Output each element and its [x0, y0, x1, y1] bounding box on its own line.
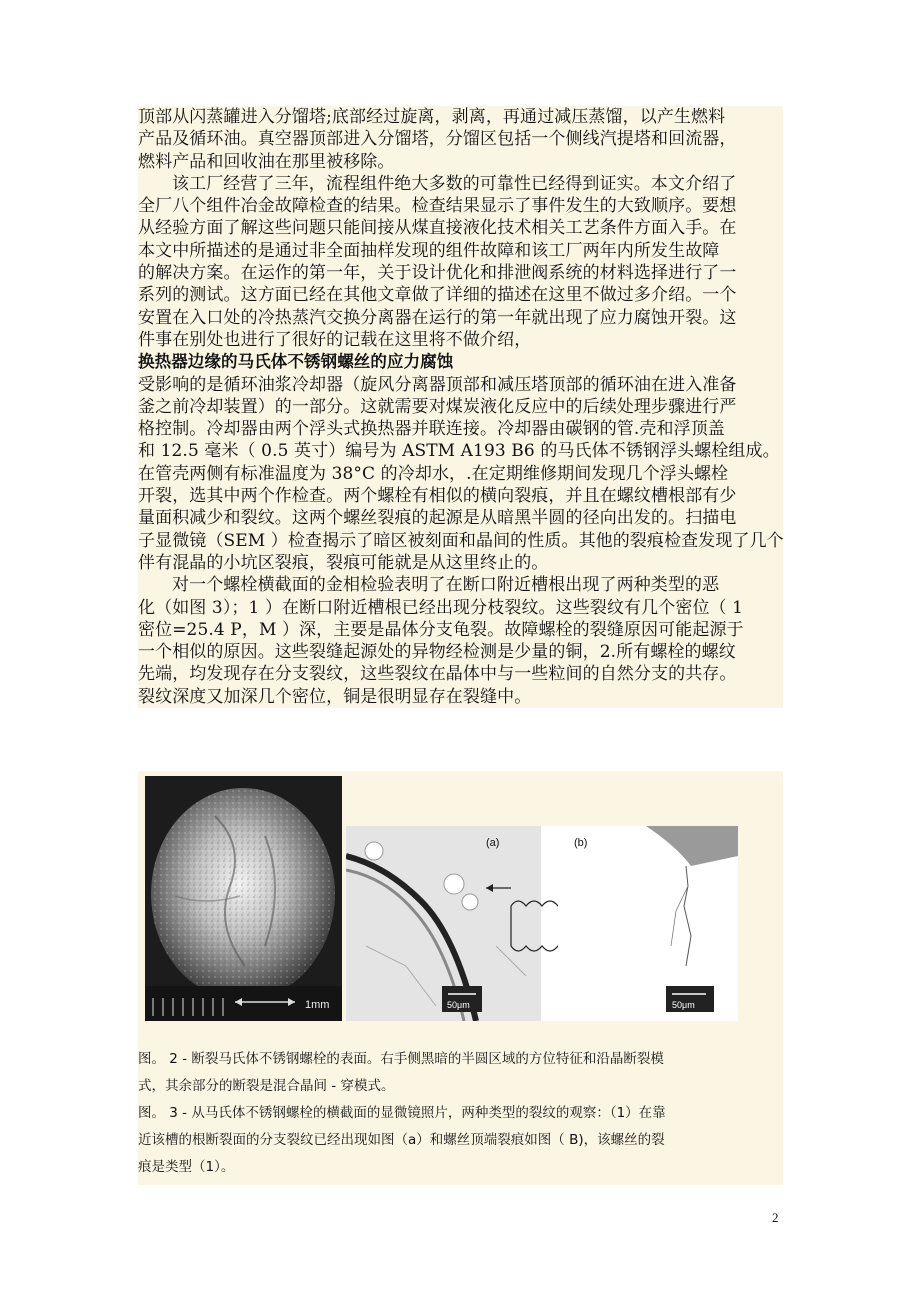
paragraph-group-1 [138, 106, 783, 351]
caption-line: 式，其余部分的断裂是混合晶间 - 穿模式。 [138, 1078, 395, 1094]
text-line: 裂纹深度又加深几个密位，铜是很明显存在裂缝中。 [138, 686, 532, 707]
caption-line: 近该槽的根断裂面的分支裂纹已经出现如图（a）和螺丝顶端裂痕如图（ B)，该螺丝的裂 [138, 1132, 665, 1148]
fracture-surface-photo [145, 776, 342, 1021]
text-line: 釜之前冷却装置）的一部分。这就需要对煤炭液化反应中的后续处理步骤进行严 [138, 396, 737, 417]
text-line: 在管壳两侧有标准温度为 38°C 的冷却水，.在定期维修期间发现几个浮头螺栓 [138, 463, 729, 484]
figure-captions [138, 1046, 783, 1185]
text-line: 子显微镜（SEM ）检查揭示了暗区被刻面和晶间的性质。其他的裂痕检查发现了几个 [138, 530, 784, 551]
text-line: 先端，均发现存在分支裂纹，这些裂纹在晶体中与一些粒间的自然分支的共存。 [138, 664, 737, 685]
text-line: 格控制。冷却器由两个浮头式换热器并联连接。冷却器由碳钢的管.壳和浮顶盖 [138, 419, 725, 440]
section-heading: 换热器边缘的马氏体不锈钢螺丝的应力腐蚀 [138, 352, 454, 372]
text-line: 顶部从闪蒸罐进入分馏塔;底部经过旋离，剥离，再通过减压蒸馏，以产生燃料 [138, 107, 726, 127]
photo3-panel-b-label: (b) [574, 837, 588, 849]
text-line: 密位=25.4 P，M ）深，主要是晶体分支龟裂。故障螺栓的裂缝原因可能起源于 [138, 619, 744, 640]
text-line: 伴有混晶的小坑区裂痕，裂痕可能就是从这里终止的。 [138, 552, 549, 573]
text-line: 受影响的是循环油浆冷却器（旋风分离器顶部和减压塔顶部的循环油在进入准备 [138, 374, 737, 395]
micrograph-photo [346, 826, 738, 1021]
text-line: 从经验方面了解这些问题只能间接从煤直接液化技术相关工艺条件方面入手。在 [138, 218, 737, 239]
caption-line: 图。 2 - 断裂马氏体不锈钢螺栓的表面。右手侧黑暗的半圆区域的方位特征和沿晶断裂模 [138, 1051, 664, 1067]
caption-lines [138, 1046, 783, 1181]
photo3-scale-b: 50μm [672, 1000, 695, 1010]
text-line: 安置在入口处的冷热蒸汽交换分离器在运行的第一年就出现了应力腐蚀开裂。这 [138, 307, 737, 328]
text-line: 件事在别处也进行了很好的记载在这里将不做介绍， [138, 329, 532, 350]
text-line: 系列的测试。这方面已经在其他文章做了详细的描述在这里不做过多介绍。一个 [138, 285, 737, 306]
text-line: 化（如图 3）；1 ）在断口附近槽根已经出现分枝裂纹。这些裂纹有几个密位（ 1 [138, 597, 744, 618]
text-line: 的解决方案。在运作的第一年，关于设计优化和排泄阀系统的材料选择进行了一 [138, 263, 737, 284]
text-line: 一个相似的原因。这些裂缝起源处的异物经检测是少量的铜，2.所有螺栓的螺纹 [138, 642, 736, 663]
text-line: 对一个螺栓横截面的金相检验表明了在断口附近槽根出现了两种类型的恶 [172, 575, 720, 596]
text-line: 量面积减少和裂纹。这两个螺丝裂痕的起源是从暗黑半圆的径向出发的。扫描电 [138, 508, 737, 529]
text-line: 开裂，选其中两个作检查。两个螺栓有相似的横向裂痕，并且在螺纹槽根部有少 [138, 486, 737, 507]
caption-line: 痕是类型（1）。 [138, 1159, 235, 1175]
page-number: 2 [772, 1210, 779, 1225]
text-line: 产品及循环油。真空器顶部进入分馏塔，分馏区包括一个侧线汽提塔和回流器， [138, 129, 737, 150]
photo3-scale-a: 50μm [447, 1000, 470, 1010]
text-line: 全厂八个组件冶金故障检查的结果。检查结果显示了事件发生的大致顺序。要想 [138, 196, 737, 217]
photo3-panel-a-label: (a) [486, 837, 500, 849]
text-line: 燃料产品和回收油在那里被移除。 [138, 151, 395, 172]
body-text [138, 106, 783, 708]
figure-area [138, 771, 783, 1046]
text-line: 该工厂经营了三年，流程组件绝大多数的可靠性已经得到证实。本文介绍了 [172, 173, 737, 194]
paragraph-group-2 [138, 374, 783, 708]
photo2-scale-label: 1mm [305, 999, 330, 1011]
text-line: 本文中所描述的是通过非全面抽样发现的组件故障和该工厂两年内所发生故障 [138, 240, 720, 261]
text-line: 和 12.5 毫米（ 0.5 英寸）编号为 ASTM A193 B6 的马氏体不锈钢浮头螺栓组成。 [138, 441, 780, 462]
caption-line: 图。 3 - 从马氏体不锈钢螺栓的横截面的显微镜照片，两种类型的裂纹的观察：（1）在靠 [138, 1105, 666, 1121]
